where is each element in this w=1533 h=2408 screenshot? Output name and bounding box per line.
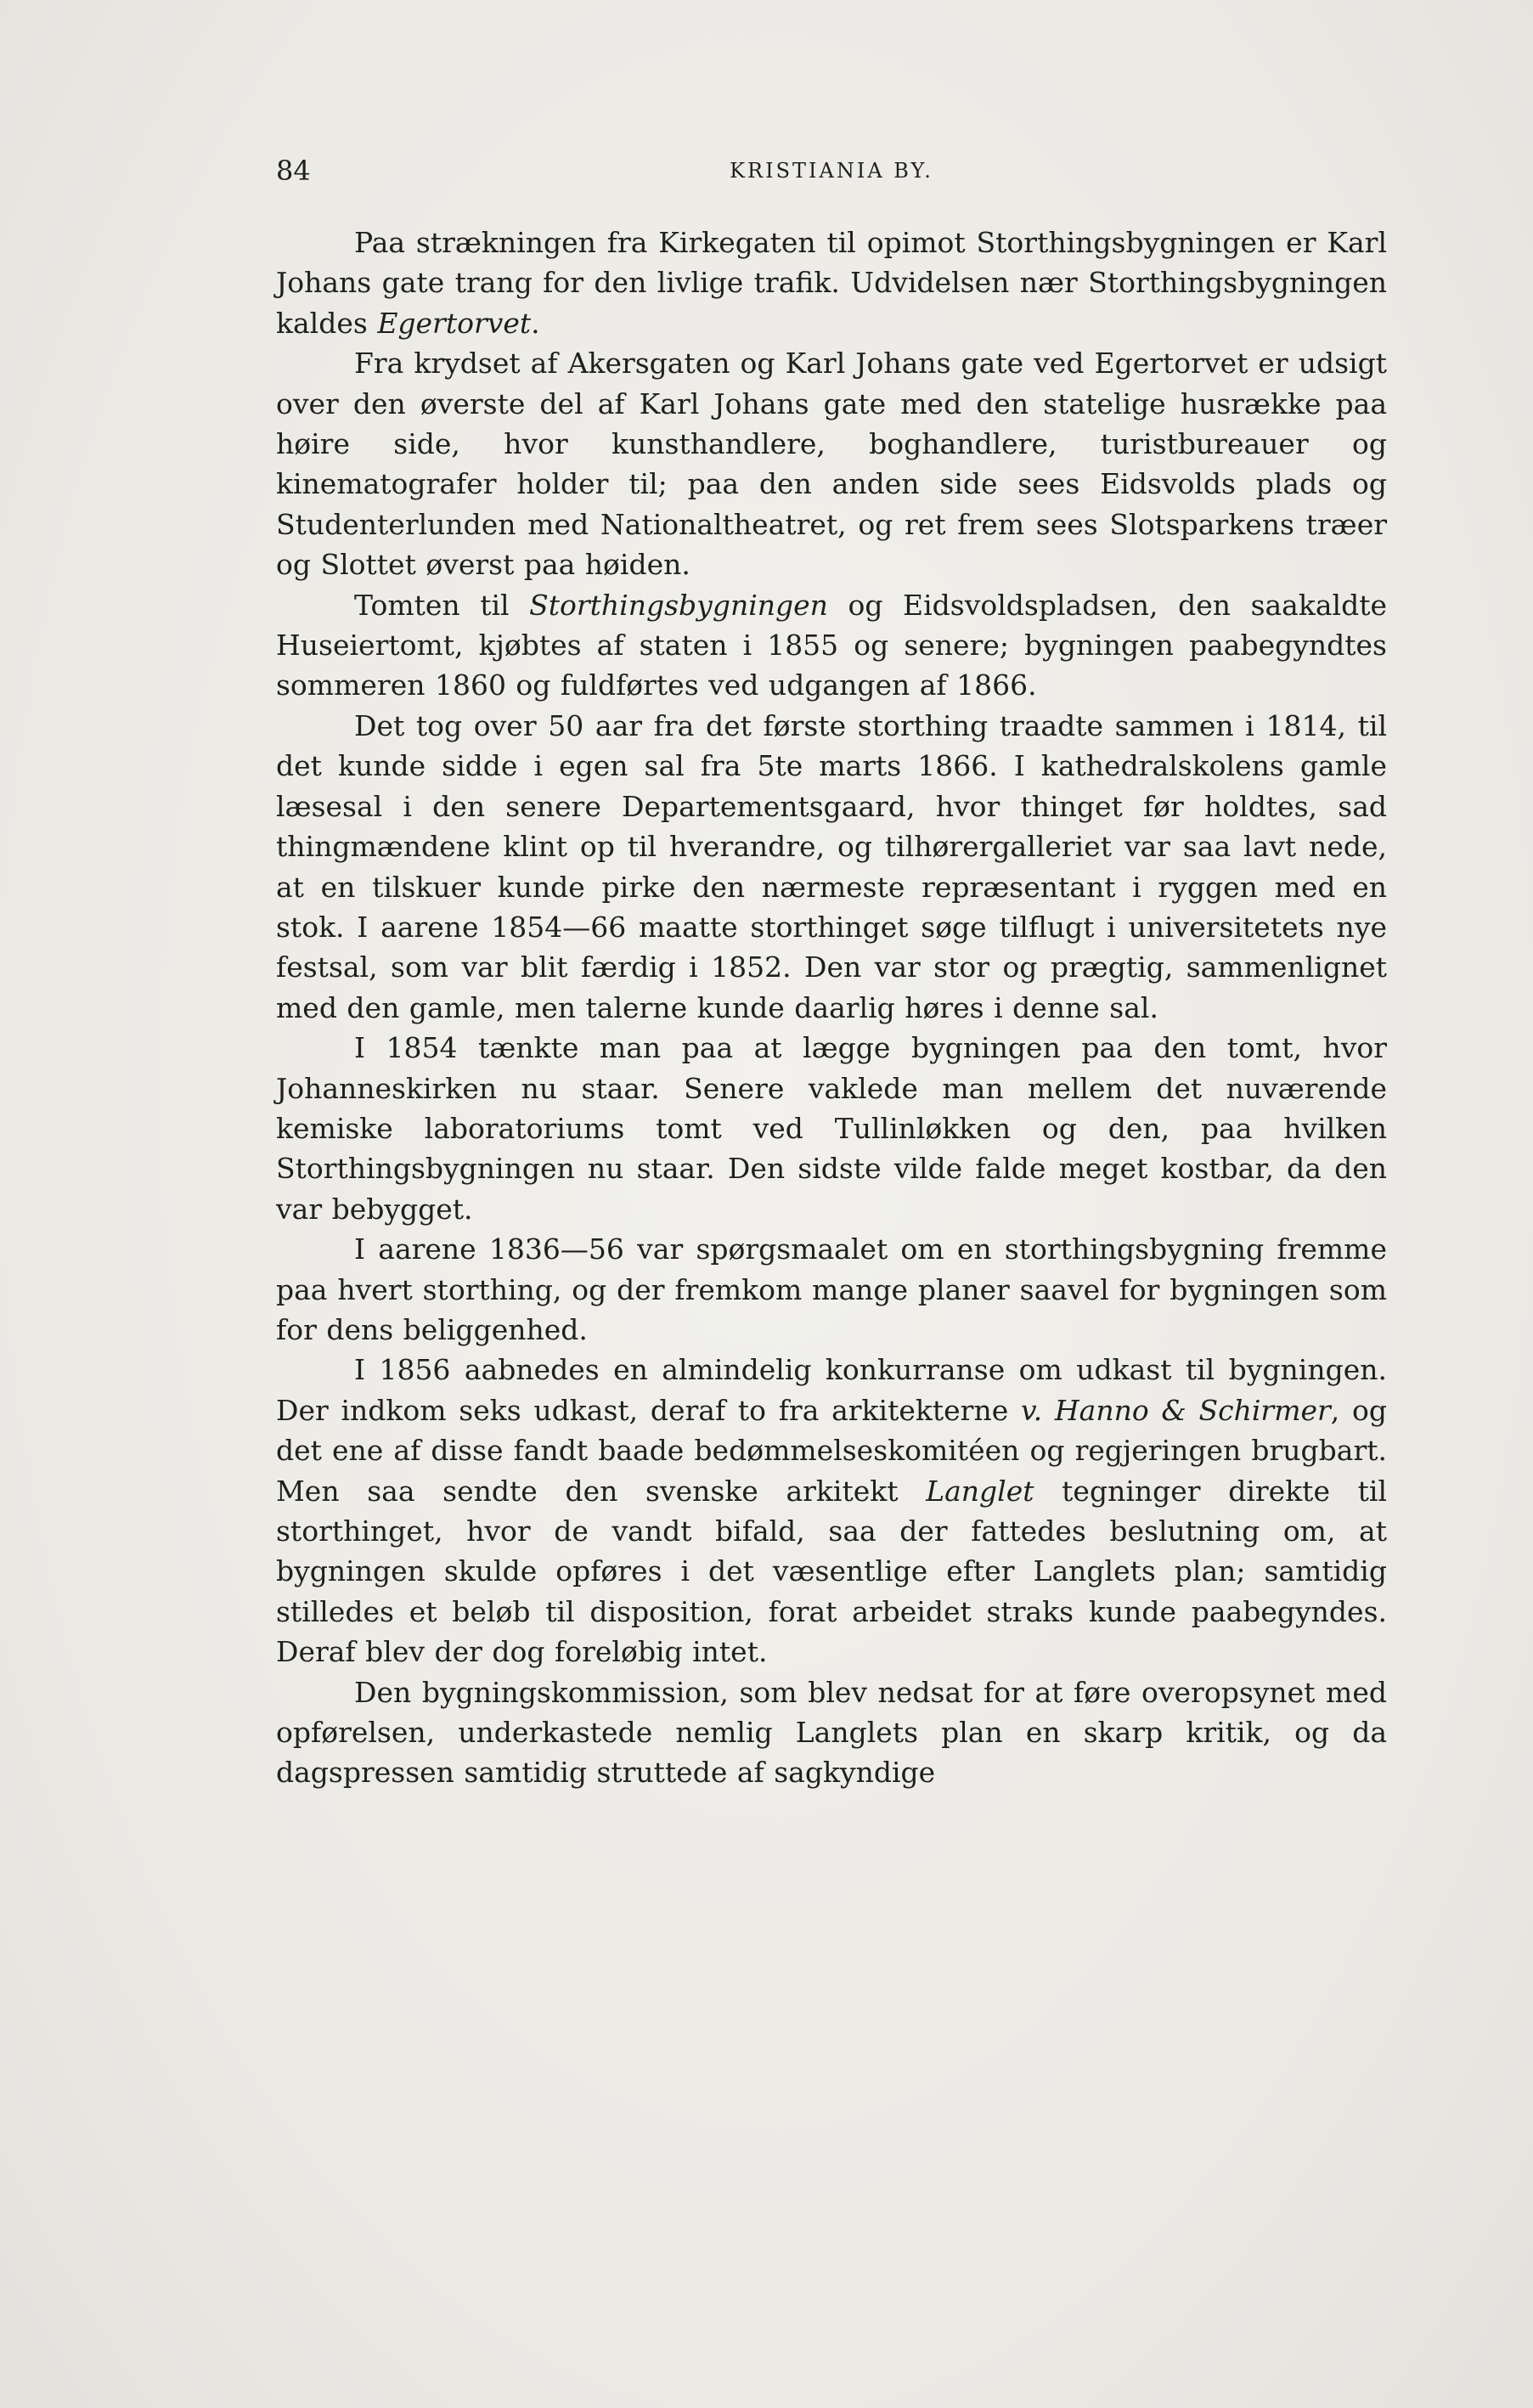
paragraph-text: , og det ene af disse fandt baade bedømmelseskomitéen og regjeringen brugbart. Men saa sendte den svenske arkitekt (276, 1393, 1387, 1508)
paragraph (276, 343, 1387, 584)
paragraph-text: Den bygningskommission, som blev nedsat for at føre overopsynet med opførelsen, underkastede nemlig Langlets plan en skarp kritik, og da dagspressen samtidig struttede af sagkyndige (276, 1675, 1387, 1790)
italic-text: Langlet (926, 1474, 1034, 1508)
page-header (276, 149, 1387, 192)
paragraph (276, 1229, 1387, 1350)
paragraph-text: og Eidsvoldspladsen, den saakaldte Huseiertomt, kjøbtes af staten i 1855 og senere; bygningen paabegyndtes sommeren 1860 og fuldførtes ved udgangen af 1866. (276, 588, 1387, 702)
italic-text: v. Hanno & Schirmer (1020, 1393, 1331, 1427)
paragraph-text: Det tog over 50 aar fra det første storthing traadte sammen i 1814, til det kunde sidde i egen sal fra 5te marts 1866. I kathedralskolens gamle læsesal i den senere Departementsgaard, hvor thinget før holdtes, sad thingmændene klint op til hverandre, og tilhørergalleriet var saa lavt nede, at en tilskuer kunde pirke den nærmeste repræsentant i ryggen med en stok. I aarene 1854—66 maatte storthinget søge tilflugt i universitetets nye festsal, som var blit færdig i 1852. Den var stor og prægtig, sammenlignet med den gamle, men talerne kunde daarlig høres i denne sal. (276, 708, 1387, 1024)
paragraph-text: I aarene 1836—56 var spørgsmaalet om en storthingsbygning fremme paa hvert storthing, og der fremkom mange planer saavel for bygningen som for dens beliggenhed. (276, 1232, 1387, 1346)
paragraph-text: I 1854 tænkte man paa at lægge bygningen paa den tomt, hvor Johanneskirken nu staar. Senere vaklede man mellem det nuværende kemiske laboratoriums tomt ved Tullinløkken og den, paa hvilken Storthingsbygningen nu staar. Den sidste vilde falde meget kostbar, da den var bebygget. (276, 1031, 1387, 1226)
running-head: KRISTIANIA BY. (730, 159, 933, 183)
paragraph (276, 585, 1387, 706)
italic-text: Storthingsbygningen (529, 588, 828, 622)
paragraph (276, 1350, 1387, 1672)
italic-text: Egertorvet (377, 306, 532, 340)
paragraph-text: I 1856 aabnedes en almindelig konkurranse om udkast til bygningen. Der indkom seks udkast, deraf to fra arkitekterne (276, 1353, 1387, 1427)
body-text (276, 223, 1387, 1793)
paragraph-text: Tomten til (354, 588, 530, 622)
paragraph-text: tegninger direkte til storthinget, hvor de vandt bifald, saa der fattedes beslutning om, at bygningen skulde opføres i det væsentlige efter Langlets plan; samtidig stilledes et beløb til disposition, forat arbeidet straks kunde paabegyndes. Deraf blev der dog foreløbig intet. (276, 1474, 1387, 1669)
paragraph-text: . (531, 306, 540, 340)
page-number: 84 (276, 155, 311, 187)
paragraph-text: Paa strækningen fra Kirkegaten til opimot Storthingsbygningen er Karl Johans gate trang for den livlige trafik. Udvidelsen nær Storthingsbygningen kaldes (276, 226, 1387, 340)
paragraph (276, 223, 1387, 343)
paragraph (276, 706, 1387, 1028)
paragraph (276, 1672, 1387, 1793)
paragraph (276, 1028, 1387, 1229)
paragraph-text: Fra krydset af Akersgaten og Karl Johans gate ved Egertorvet er udsigt over den øverste del af Karl Johans gate med den statelige husrække paa høire side, hvor kunsthandlere, boghandlere, turistbureauer og kinematografer holder til; paa den anden side sees Eidsvolds plads og Studenterlunden med Nationaltheatret, og ret frem sees Slotsparkens træer og Slottet øverst paa høiden. (276, 347, 1387, 582)
